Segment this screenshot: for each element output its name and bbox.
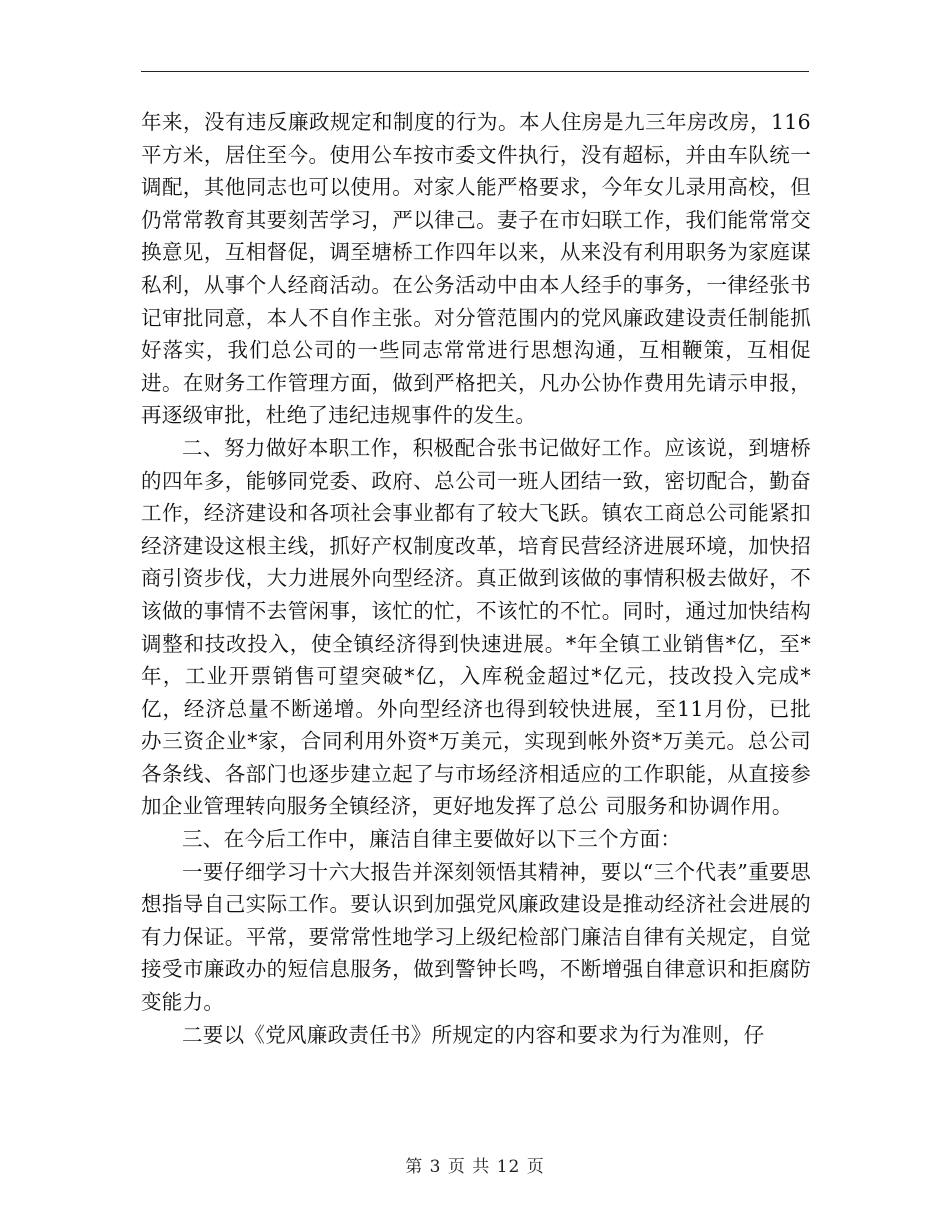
- paragraph-2: 二、努力做好本职工作，积极配合张书记做好工作。应该说，到塘桥的四年多，能够同党委、政府、总公司一班人团结一致，密切配合，勤奋工作，经济建设和各项社会事业都有了较大飞跃。镇农工商总公司能紧扣经济建设这根主线，抓好产权制度改革，培育民营经济进展环境，加快招商引资步伐，大力进展外向型经济。真正做到该做的事情积极去做好，不该做的事情不去管闲事，该忙的忙，不该忙的不忙。同时，通过加快结构调整和技改投入，使全镇经济得到快速进展。*年全镇工业销售*亿，至*年，工业开票销售可望突破*亿，入库税金超过*亿元，技改投入完成*亿，经济总量不断递增。外向型经济也得到较快进展，至11月份，已批办三资企业*家，合同利用外资*万美元，实现到帐外资*万美元。总公司各条线、各部门也逐步建立起了与市场经济相适应的工作职能，从直接参加企业管理转向服务全镇经济，更好地发挥了总公 司服务和协调作用。: [141, 435, 811, 819]
- paragraph-5: 二要以《党风廉政责任书》所规定的内容和要求为行为准则，仔: [182, 1022, 765, 1047]
- header-rule: [141, 71, 809, 72]
- document-body: [141, 106, 811, 1051]
- page-number: 第 3 页 共 12 页: [405, 1157, 545, 1177]
- paragraph-3-heading: 三、在今后工作中，廉洁自律主要做好以下三个方面：: [182, 827, 682, 852]
- paragraph-1: 年来，没有违反廉政规定和制度的行为。本人住房是九三年房改房，116平方米，居住至今。使用公车按市委文件执行，没有超标，并由车队统一调配，其他同志也可以使用。对家人能严格要求，今年女儿录用高校，但仍常常教育其要刻苦学习，严以律己。妻子在市妇联工作，我们能常常交换意见，互相督促，调至塘桥工作四年以来，从来没有利用职务为家庭谋私利，从事个人经商活动。在公务活动中由本人经手的事务，一律经张书记审批同意，本人不自作主张。对分管范围内的党风廉政建设责任制能抓好落实，我们总公司的一些同志常常进行思想沟通，互相鞭策，互相促进。在财务工作管理方面，做到严格把关，凡办公协作费用先请示申报，再逐级审批，杜绝了违纪违规事件的发生。: [141, 110, 811, 428]
- paragraph-4: 一要仔细学习十六大报告并深刻领悟其精神，要以“三个代表”重要思想指导自己实际工作。要认识到加强党风廉政建设是推动经济社会进展的有力保证。平常，要常常性地学习上级纪检部门廉洁自律有关规定，自觉接受市廉政办的短信息服务，做到警钟长鸣，不断增强自律意识和拒腐防变能力。: [141, 859, 811, 1015]
